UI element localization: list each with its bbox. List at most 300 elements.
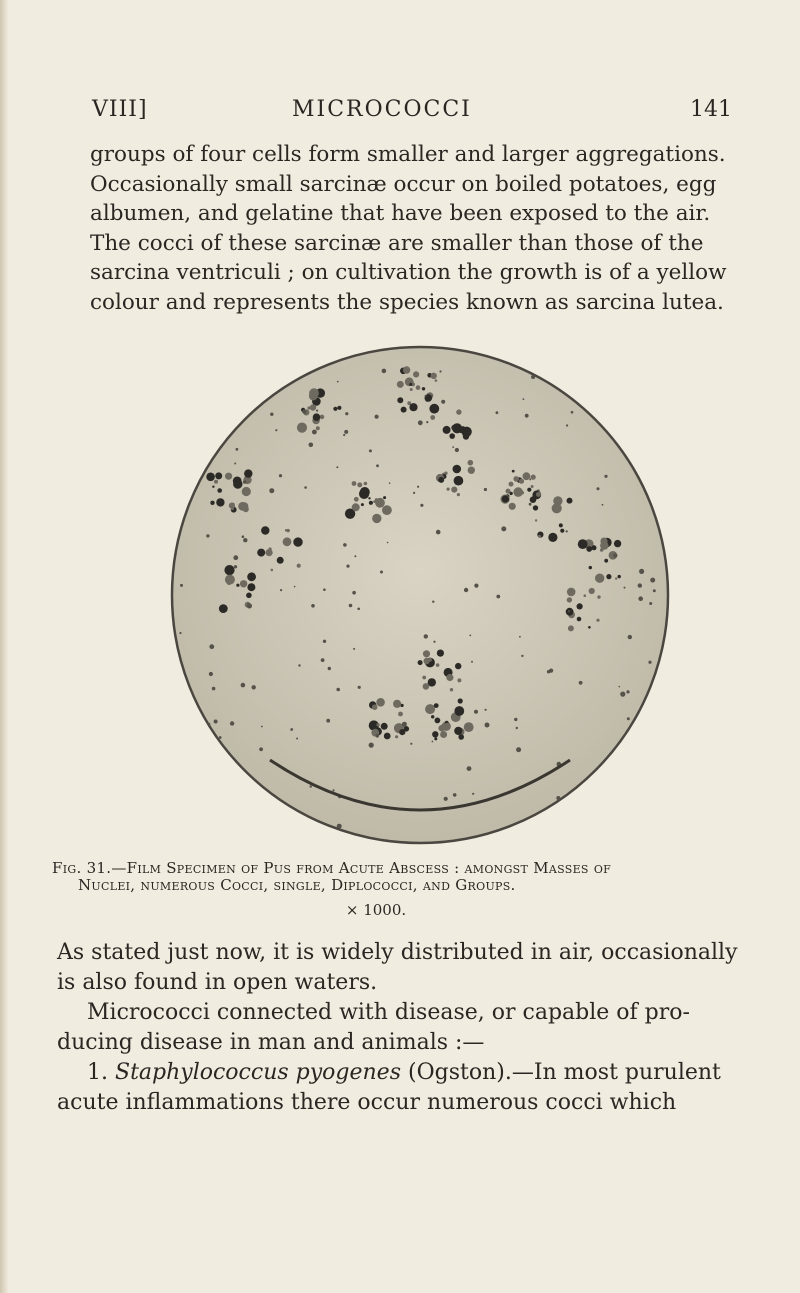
coccus-speck bbox=[584, 594, 587, 597]
text-line: Micrococci connected with disease, or capable of pro- bbox=[87, 1000, 690, 1025]
coccus-speck bbox=[521, 655, 523, 657]
coccus-speck bbox=[309, 443, 314, 448]
coccus-speck bbox=[418, 420, 423, 425]
coccus-speck bbox=[449, 433, 455, 439]
coccus-speck bbox=[349, 604, 353, 608]
coccus-speck bbox=[432, 741, 434, 743]
coccus-speck bbox=[297, 564, 301, 568]
coccus-speck bbox=[432, 601, 434, 603]
coccus-speck bbox=[290, 728, 293, 731]
coccus-speck bbox=[397, 397, 403, 403]
coccus-speck bbox=[509, 492, 512, 495]
coccus-speck bbox=[298, 664, 300, 666]
coccus-speck bbox=[454, 706, 464, 716]
coccus-speck bbox=[352, 481, 357, 486]
coccus-speck bbox=[316, 426, 320, 430]
coccus-speck bbox=[272, 377, 274, 379]
coccus-speck bbox=[326, 719, 330, 723]
coccus-speck bbox=[624, 587, 626, 589]
coccus-speck bbox=[472, 793, 474, 795]
coccus-speck bbox=[234, 463, 236, 465]
coccus-speck bbox=[457, 493, 460, 496]
coccus-speck bbox=[531, 375, 535, 379]
coccus-speck bbox=[332, 789, 334, 791]
coccus-speck bbox=[560, 529, 564, 533]
coccus-speck bbox=[436, 663, 440, 667]
coccus-speck bbox=[384, 733, 391, 740]
coccus-speck bbox=[410, 388, 413, 391]
coccus-speck bbox=[236, 584, 239, 587]
coccus-speck bbox=[425, 704, 435, 714]
coccus-speck bbox=[376, 723, 379, 726]
coccus-speck bbox=[369, 449, 372, 452]
coccus-speck bbox=[233, 477, 242, 486]
coccus-speck bbox=[224, 565, 234, 575]
coccus-speck bbox=[321, 658, 325, 662]
coccus-speck bbox=[346, 565, 349, 568]
coccus-speck bbox=[432, 731, 438, 737]
coccus-speck bbox=[402, 722, 407, 727]
coccus-speck bbox=[601, 814, 603, 816]
coccus-speck bbox=[382, 369, 387, 374]
coccus-speck bbox=[458, 427, 464, 433]
coccus-speck bbox=[468, 467, 475, 474]
paragraph-bottom bbox=[57, 938, 738, 1118]
coccus-speck bbox=[413, 371, 419, 377]
micrograph-figure bbox=[120, 340, 720, 860]
coccus-speck bbox=[469, 635, 471, 637]
coccus-speck bbox=[270, 413, 273, 416]
coccus-speck bbox=[627, 360, 630, 363]
coccus-speck bbox=[509, 482, 514, 487]
coccus-speck bbox=[512, 470, 515, 473]
coccus-speck bbox=[443, 426, 451, 434]
coccus-speck bbox=[502, 495, 509, 502]
species-name: Staphylococcus pyogenes bbox=[115, 1060, 401, 1085]
coccus-speck bbox=[209, 644, 214, 649]
coccus-speck bbox=[381, 723, 388, 730]
coccus-speck bbox=[375, 498, 385, 508]
coccus-speck bbox=[242, 535, 245, 538]
coccus-speck bbox=[571, 411, 574, 414]
coccus-speck bbox=[209, 672, 213, 676]
coccus-speck bbox=[474, 584, 478, 588]
coccus-speck bbox=[243, 538, 247, 542]
coccus-speck bbox=[440, 731, 447, 738]
coccus-speck bbox=[395, 735, 398, 738]
coccus-speck bbox=[552, 503, 562, 513]
coccus-speck bbox=[624, 389, 626, 391]
coccus-speck bbox=[217, 488, 222, 493]
coccus-speck bbox=[372, 514, 381, 523]
coccus-speck bbox=[215, 472, 222, 479]
coccus-speck bbox=[589, 566, 592, 569]
coccus-speck bbox=[647, 447, 651, 451]
text-line: sarcina ventriculi ; on cultivation the growth is of a yellow bbox=[90, 260, 727, 286]
text-line: The cocci of these sarcinæ are smaller than those of the bbox=[90, 230, 704, 256]
coccus-speck bbox=[531, 475, 536, 480]
coccus-speck bbox=[328, 667, 331, 670]
coccus-speck bbox=[247, 583, 255, 591]
coccus-speck bbox=[450, 688, 453, 691]
coccus-speck bbox=[422, 676, 426, 680]
coccus-speck bbox=[639, 569, 644, 574]
coccus-speck bbox=[333, 407, 337, 411]
coccus-speck bbox=[236, 448, 239, 451]
coccus-speck bbox=[423, 683, 430, 690]
coccus-speck bbox=[179, 632, 181, 634]
coccus-speck bbox=[525, 414, 529, 418]
coccus-speck bbox=[638, 583, 642, 587]
coccus-speck bbox=[380, 571, 383, 574]
caption-line-2: Nuclei, numerous Cocci, single, Diplococci, and Groups. bbox=[78, 876, 516, 894]
caption-line-1: Fig. 31.—Film Specimen of Pus from Acute Abscess : amongst Masses of bbox=[52, 859, 612, 877]
coccus-speck bbox=[454, 476, 464, 486]
coccus-speck bbox=[620, 692, 625, 697]
coccus-speck bbox=[240, 502, 248, 510]
text-line: groups of four cells form smaller and larger aggregations. bbox=[90, 142, 726, 167]
coccus-speck bbox=[653, 589, 656, 592]
coccus-speck bbox=[405, 377, 414, 386]
coccus-speck bbox=[434, 703, 439, 708]
coccus-speck bbox=[452, 446, 454, 448]
coccus-speck bbox=[304, 486, 307, 489]
coccus-speck bbox=[523, 472, 531, 480]
coccus-speck bbox=[241, 683, 246, 688]
coccus-speck bbox=[424, 658, 430, 664]
coccus-speck bbox=[559, 365, 563, 369]
coccus-speck bbox=[337, 381, 339, 383]
coccus-speck bbox=[496, 595, 500, 599]
species-entry bbox=[57, 1058, 721, 1088]
coccus-speck bbox=[354, 555, 356, 557]
coccus-speck bbox=[368, 497, 370, 499]
coccus-speck bbox=[193, 463, 198, 468]
coccus-speck bbox=[287, 529, 290, 532]
coccus-speck bbox=[243, 480, 247, 484]
coccus-speck bbox=[637, 822, 641, 826]
coccus-speck bbox=[423, 650, 430, 657]
coccus-speck bbox=[567, 588, 576, 597]
coccus-speck bbox=[431, 373, 437, 379]
coccus-speck bbox=[316, 410, 318, 412]
coccus-speck bbox=[600, 541, 608, 549]
coccus-speck bbox=[210, 501, 214, 505]
coccus-speck bbox=[455, 663, 461, 669]
coccus-speck bbox=[577, 603, 583, 609]
coccus-speck bbox=[361, 503, 364, 506]
coccus-speck bbox=[369, 743, 374, 748]
coccus-speck bbox=[614, 540, 621, 547]
coccus-speck bbox=[214, 720, 218, 724]
coccus-speck bbox=[358, 686, 361, 689]
coccus-speck bbox=[521, 491, 524, 494]
coccus-speck bbox=[586, 546, 592, 552]
coccus-speck bbox=[485, 723, 490, 728]
coccus-speck bbox=[206, 473, 215, 482]
coccus-speck bbox=[468, 460, 474, 466]
coccus-speck bbox=[336, 688, 340, 692]
coccus-speck bbox=[592, 545, 597, 550]
coccus-speck bbox=[436, 530, 441, 535]
coccus-speck bbox=[353, 648, 355, 650]
coccus-speck bbox=[615, 767, 619, 771]
coccus-speck bbox=[438, 477, 444, 483]
coccus-speck bbox=[484, 488, 487, 491]
coccus-speck bbox=[566, 530, 568, 532]
coccus-speck bbox=[433, 641, 435, 643]
coccus-speck bbox=[310, 404, 316, 410]
coccus-speck bbox=[277, 557, 284, 564]
coccus-speck bbox=[464, 722, 474, 732]
coccus-speck bbox=[280, 589, 282, 591]
coccus-speck bbox=[589, 588, 595, 594]
coccus-speck bbox=[297, 423, 307, 433]
coccus-speck bbox=[417, 486, 419, 488]
coccus-speck bbox=[485, 709, 487, 711]
coccus-speck bbox=[225, 473, 232, 480]
coccus-speck bbox=[259, 747, 263, 751]
coccus-speck bbox=[454, 727, 462, 735]
entry-number: 1. bbox=[87, 1060, 108, 1085]
coccus-speck bbox=[559, 523, 563, 527]
text-line: acute inflammations there occur numerous cocci which bbox=[57, 1090, 677, 1115]
coccus-speck bbox=[296, 738, 298, 740]
coccus-speck bbox=[579, 681, 583, 685]
coccus-speck bbox=[619, 686, 621, 688]
coccus-speck bbox=[399, 729, 405, 735]
coccus-speck bbox=[230, 721, 234, 725]
coccus-speck bbox=[474, 710, 478, 714]
coccus-speck bbox=[606, 574, 611, 579]
coccus-speck bbox=[271, 569, 274, 572]
coccus-speck bbox=[294, 586, 296, 588]
coccus-speck bbox=[649, 602, 652, 605]
coccus-speck bbox=[372, 704, 378, 710]
coccus-speck bbox=[453, 793, 457, 797]
coccus-speck bbox=[269, 547, 272, 550]
entry-text: (Ogston).—In most purulent bbox=[401, 1060, 721, 1085]
coccus-speck bbox=[615, 577, 617, 579]
coccus-speck bbox=[188, 826, 190, 828]
coccus-speck bbox=[387, 542, 389, 544]
coccus-speck bbox=[357, 608, 360, 611]
coccus-speck bbox=[618, 575, 621, 578]
coccus-speck bbox=[343, 543, 347, 547]
coccus-speck bbox=[568, 610, 570, 612]
coccus-speck bbox=[311, 604, 315, 608]
coccus-speck bbox=[435, 379, 438, 382]
coccus-speck bbox=[398, 712, 403, 717]
coccus-speck bbox=[375, 415, 379, 419]
coccus-speck bbox=[252, 685, 256, 689]
coccus-speck bbox=[185, 372, 188, 375]
text-line: colour and represents the species known as sarcina lutea. bbox=[90, 289, 724, 315]
coccus-speck bbox=[257, 797, 262, 802]
coccus-speck bbox=[241, 410, 243, 412]
coccus-speck bbox=[429, 404, 439, 414]
coccus-speck bbox=[261, 726, 263, 728]
coccus-speck bbox=[430, 415, 435, 420]
coccus-speck bbox=[523, 398, 525, 400]
coccus-speck bbox=[516, 727, 518, 729]
coccus-speck bbox=[426, 421, 428, 423]
coccus-speck bbox=[501, 526, 506, 531]
coccus-speck bbox=[416, 385, 421, 390]
coccus-speck bbox=[244, 469, 252, 477]
coccus-speck bbox=[455, 448, 459, 452]
coccus-speck bbox=[453, 465, 462, 474]
running-header bbox=[92, 97, 732, 127]
coccus-speck bbox=[354, 497, 359, 502]
coccus-speck bbox=[397, 381, 404, 388]
coccus-speck bbox=[302, 410, 306, 414]
coccus-speck bbox=[323, 640, 326, 643]
coccus-speck bbox=[597, 487, 600, 490]
coccus-speck bbox=[445, 723, 449, 727]
coccus-speck bbox=[261, 526, 269, 534]
coccus-speck bbox=[364, 482, 368, 486]
coccus-speck bbox=[627, 717, 630, 720]
coccus-speck bbox=[376, 734, 380, 738]
coccus-speck bbox=[424, 634, 428, 638]
coccus-speck bbox=[531, 485, 534, 488]
coccus-speck bbox=[457, 678, 461, 682]
coccus-speck bbox=[420, 504, 423, 507]
coccus-speck bbox=[343, 434, 345, 436]
coccus-speck bbox=[336, 466, 338, 468]
coccus-speck bbox=[310, 785, 312, 787]
running-title: MICROCOCCI bbox=[292, 97, 472, 122]
coccus-speck bbox=[240, 580, 247, 587]
coccus-speck bbox=[382, 505, 392, 515]
coccus-speck bbox=[357, 482, 362, 487]
coccus-speck bbox=[519, 636, 521, 638]
coccus-speck bbox=[389, 482, 391, 484]
coccus-speck bbox=[513, 476, 519, 482]
coccus-speck bbox=[221, 367, 226, 372]
coccus-speck bbox=[212, 486, 214, 488]
coccus-speck bbox=[180, 584, 183, 587]
coccus-speck bbox=[600, 413, 604, 417]
coccus-speck bbox=[458, 698, 463, 703]
coccus-speck bbox=[456, 409, 461, 414]
coccus-speck bbox=[216, 498, 224, 506]
coccus-speck bbox=[529, 478, 531, 480]
page-binding-edge bbox=[0, 0, 8, 1293]
coccus-speck bbox=[648, 661, 651, 664]
coccus-speck bbox=[219, 736, 222, 739]
coccus-speck bbox=[595, 574, 604, 583]
coccus-speck bbox=[225, 575, 235, 585]
coccus-speck bbox=[458, 734, 464, 740]
coccus-speck bbox=[337, 406, 341, 410]
coccus-speck bbox=[530, 496, 537, 503]
coccus-speck bbox=[180, 751, 182, 753]
coccus-speck bbox=[514, 718, 517, 721]
coccus-speck bbox=[320, 415, 325, 420]
coccus-speck bbox=[393, 700, 401, 708]
coccus-speck bbox=[441, 400, 445, 404]
text-line: albumen, and gelatine that have been exposed to the air. bbox=[90, 201, 711, 227]
coccus-speck bbox=[247, 572, 256, 581]
coccus-speck bbox=[425, 395, 427, 397]
coccus-speck bbox=[467, 766, 472, 771]
coccus-speck bbox=[578, 539, 588, 549]
coccus-speck bbox=[360, 487, 370, 497]
coccus-speck bbox=[431, 715, 434, 718]
coccus-speck bbox=[265, 382, 270, 387]
coccus-speck bbox=[529, 503, 532, 506]
coccus-speck bbox=[345, 412, 348, 415]
coccus-speck bbox=[567, 597, 572, 602]
coccus-speck bbox=[337, 824, 342, 829]
coccus-speck bbox=[313, 413, 321, 421]
coccus-speck bbox=[422, 387, 425, 390]
coccus-speck bbox=[435, 718, 441, 724]
text-line: ducing disease in man and animals :— bbox=[57, 1030, 485, 1055]
coccus-speck bbox=[451, 487, 457, 493]
coccus-speck bbox=[312, 430, 317, 435]
coccus-speck bbox=[535, 519, 537, 521]
coccus-speck bbox=[212, 687, 216, 691]
coccus-speck bbox=[383, 496, 386, 499]
coccus-speck bbox=[234, 565, 237, 568]
coccus-speck bbox=[626, 690, 629, 693]
coccus-speck bbox=[323, 588, 326, 591]
coccus-speck bbox=[352, 591, 356, 595]
coccus-speck bbox=[247, 603, 252, 608]
coccus-speck bbox=[509, 503, 516, 510]
coccus-speck bbox=[352, 503, 360, 511]
coccus-speck bbox=[369, 501, 373, 505]
coccus-speck bbox=[233, 555, 238, 560]
coccus-speck bbox=[613, 553, 617, 557]
coccus-speck bbox=[604, 559, 608, 563]
coccus-speck bbox=[230, 813, 235, 818]
coccus-speck bbox=[471, 661, 473, 663]
coccus-speck bbox=[447, 488, 450, 491]
text-line: Occasionally small sarcinæ occur on boiled potatoes, egg bbox=[90, 171, 717, 197]
coccus-speck bbox=[207, 445, 212, 450]
paragraph-top bbox=[90, 140, 730, 318]
figure-caption bbox=[52, 860, 732, 919]
coccus-speck bbox=[401, 407, 407, 413]
coccus-speck bbox=[516, 747, 521, 752]
coccus-speck bbox=[293, 537, 302, 546]
text-line: is also found in open waters. bbox=[57, 970, 378, 995]
coccus-speck bbox=[418, 660, 423, 665]
coccus-speck bbox=[533, 505, 538, 510]
coccus-speck bbox=[588, 626, 591, 629]
coccus-speck bbox=[556, 796, 560, 800]
coccus-speck bbox=[638, 596, 643, 601]
page-number: 141 bbox=[690, 97, 732, 122]
coccus-speck bbox=[231, 507, 234, 510]
coccus-speck bbox=[309, 388, 319, 398]
coccus-speck bbox=[403, 366, 410, 373]
coccus-speck bbox=[548, 533, 557, 542]
coccus-speck bbox=[519, 479, 524, 484]
coccus-speck bbox=[439, 370, 441, 372]
coccus-speck bbox=[206, 534, 209, 537]
coccus-speck bbox=[538, 535, 541, 538]
coccus-speck bbox=[279, 474, 282, 477]
coccus-speck bbox=[568, 625, 574, 631]
coccus-speck bbox=[566, 424, 568, 426]
coccus-speck bbox=[437, 650, 444, 657]
coccus-speck bbox=[602, 504, 604, 506]
